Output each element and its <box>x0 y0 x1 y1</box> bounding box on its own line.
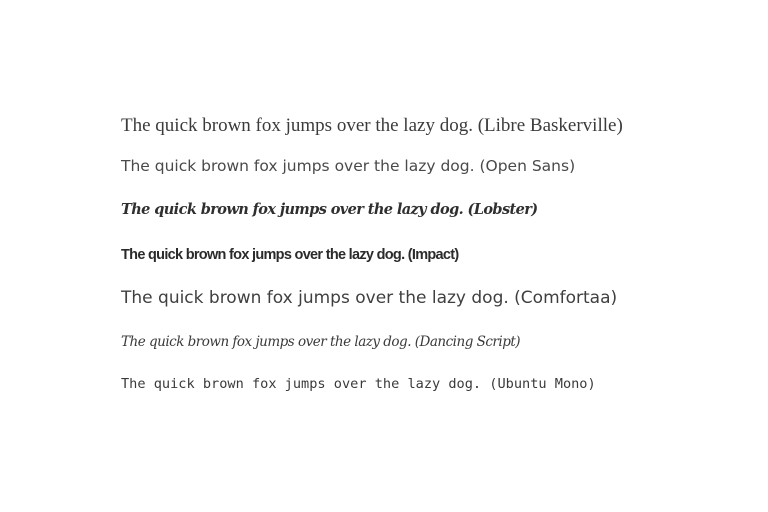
font-sample-lobster: The quick brown fox jumps over the lazy dog. (Lobster) <box>121 201 538 218</box>
font-sample-impact: The quick brown fox jumps over the lazy dog. (Impact) <box>121 247 459 263</box>
font-sample-open-sans: The quick brown fox jumps over the lazy dog. (Open Sans) <box>121 157 576 175</box>
font-sample-ubuntu-mono: The quick brown fox jumps over the lazy dog. (Ubuntu Mono) <box>121 376 596 392</box>
font-sample-dancing-script: The quick brown fox jumps over the lazy dog. (Dancing Script) <box>121 334 521 350</box>
font-sample-list <box>121 0 761 512</box>
font-sample-libre-baskerville: The quick brown fox jumps over the lazy dog. (Libre Baskerville) <box>121 115 623 136</box>
font-sample-comfortaa: The quick brown fox jumps over the lazy dog. (Comfortaa) <box>121 288 618 308</box>
